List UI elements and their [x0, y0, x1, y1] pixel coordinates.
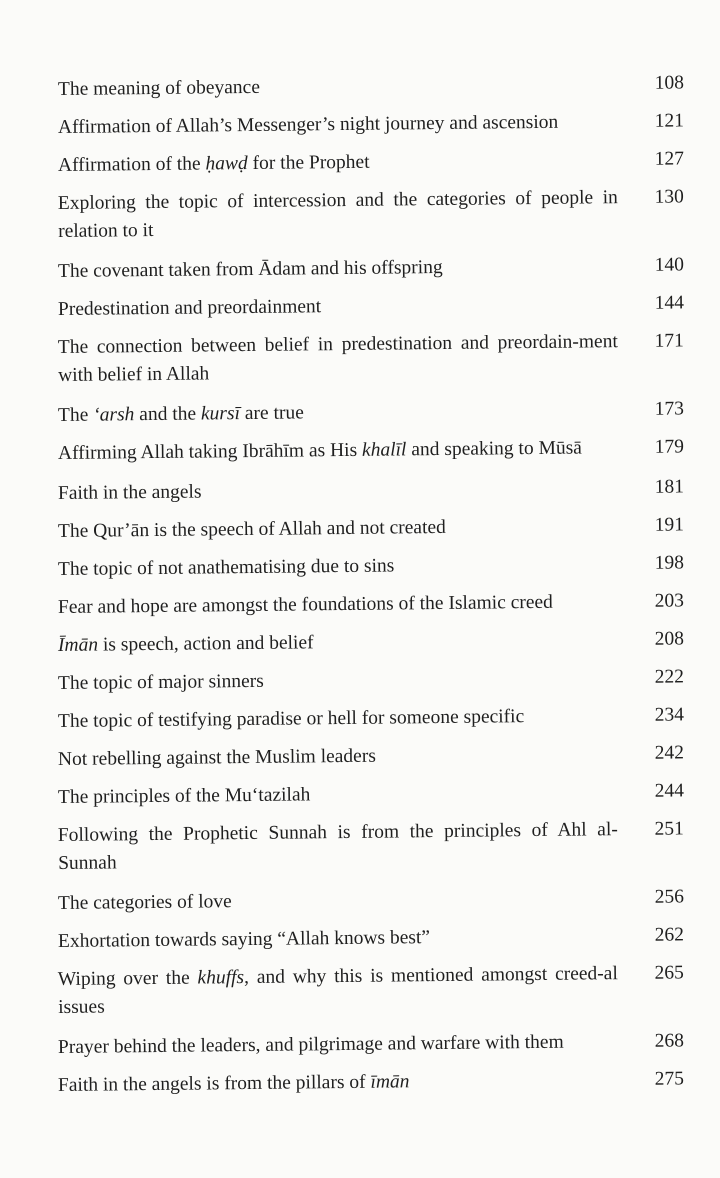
toc-entry-title [58, 778, 618, 812]
toc-page-number: 140 [654, 254, 685, 276]
toc-entry-title [58, 108, 618, 142]
toc-page-number: 121 [654, 110, 685, 132]
title-text: The topic of not anathematising due to sins [57, 555, 395, 580]
title-text: The Qur’ān is the speech of Allah and not created [57, 516, 446, 542]
toc-entry-title [58, 740, 618, 774]
title-text: Prayer behind the leaders, and pilgrimage and warfare with them [57, 1031, 564, 1058]
italic-term: īmān [370, 1071, 410, 1093]
toc-entry [58, 921, 684, 956]
title-text: and speaking to Mūsā [406, 437, 582, 461]
title-text: The meaning of obeyance [57, 76, 261, 100]
toc-entry [58, 587, 684, 622]
title-text: The connection between belief in predestination and preordain-ment with belief in Allah [57, 331, 618, 386]
toc-entry-title [58, 1028, 618, 1062]
title-text: Faith in the angels [57, 481, 202, 504]
toc-entry [58, 701, 684, 736]
toc-entry [58, 663, 684, 698]
toc-page-number: 244 [654, 780, 685, 802]
toc-entry-title [58, 588, 618, 622]
toc-entry [58, 327, 685, 390]
title-text: Wiping over the [57, 967, 198, 991]
toc-page-number: 198 [654, 552, 685, 574]
toc-entry-title [58, 960, 619, 1022]
toc-page-number: 222 [654, 666, 685, 688]
toc-entry [58, 625, 684, 660]
toc-entry [58, 959, 685, 1022]
italic-term: ḥawḍ [205, 153, 248, 175]
italic-term: khuffs [197, 967, 245, 989]
toc-page-number: 242 [654, 742, 685, 764]
toc-entry-title [58, 922, 618, 956]
title-text: Affirmation of Allah’s Messenger’s night journey and ascension [57, 111, 559, 138]
title-text: for the Prophet [247, 151, 370, 175]
title-text: The [57, 404, 94, 426]
toc-page-number: 191 [654, 514, 685, 536]
title-text: are true [239, 402, 304, 425]
toc-entry-title [58, 816, 619, 878]
toc-entry [58, 549, 684, 584]
title-text: The topic of testifying paradise or hell for someone specific [57, 706, 525, 732]
toc-page-number: 144 [654, 292, 685, 314]
toc-entry-title [58, 512, 618, 546]
toc-entry-title [58, 474, 618, 508]
toc-entry [58, 883, 684, 918]
toc-page-number: 234 [654, 704, 685, 726]
title-text: Affirming Allah taking Ibrāhīm as His [57, 439, 363, 464]
title-text: Predestination and preordainment [57, 296, 322, 320]
toc-entry [58, 251, 684, 286]
toc-page-number: 181 [654, 476, 685, 498]
toc-page-number: 268 [654, 1030, 685, 1052]
toc-entry-title [58, 252, 618, 286]
toc-entry [58, 815, 685, 878]
title-text: Exploring the topic of intercession and the categories of people in relation to it [57, 187, 618, 242]
toc-entry-title [58, 1066, 618, 1100]
title-text: is speech, action and belief [97, 632, 314, 656]
toc-entry-title [58, 884, 618, 918]
title-text: The covenant taken from Ādam and his offspring [57, 256, 443, 282]
toc-entry [58, 473, 684, 508]
toc-page-number: 108 [654, 72, 685, 94]
italic-term: khalīl [361, 439, 407, 461]
italic-term: Īmān [57, 634, 99, 656]
toc-entry [58, 777, 684, 812]
toc-entry [58, 1065, 684, 1100]
toc-page-number: 208 [654, 628, 685, 650]
toc-page-number: 173 [654, 398, 685, 420]
toc-entry-title [58, 146, 618, 180]
title-text: Affirmation of the [57, 153, 206, 176]
toc-page-number: 130 [654, 186, 684, 208]
toc-entry [58, 183, 685, 246]
toc-entry-title [58, 396, 618, 430]
table-of-contents [57, 72, 685, 1110]
title-text: Fear and hope are amongst the foundations of the Islamic creed [57, 591, 553, 618]
toc-entry [58, 289, 684, 324]
toc-entry-title [58, 434, 618, 468]
toc-entry-title [58, 70, 618, 104]
toc-entry-title [58, 184, 619, 246]
toc-entry-title [58, 626, 618, 660]
title-text: Not rebelling against the Muslim leaders [57, 745, 376, 770]
title-text: The principles of the Mu‘tazilah [57, 784, 311, 808]
toc-page-number: 265 [654, 962, 684, 984]
toc-entry [58, 433, 684, 468]
title-text: , and why this is mentioned amongst creed-al issues [58, 963, 618, 1018]
toc-entry [58, 69, 684, 104]
italic-term: ‘arsh [93, 404, 135, 426]
toc-entry [58, 395, 684, 430]
toc-entry-title [58, 664, 618, 698]
toc-page-number: 171 [654, 330, 684, 352]
title-text: Faith in the angels is from the pillars of [57, 1071, 371, 1096]
toc-entry [58, 1027, 684, 1062]
toc-page-number: 203 [654, 590, 685, 612]
toc-entry-title [58, 702, 618, 736]
title-text: The categories of love [57, 891, 232, 914]
toc-entry [58, 511, 684, 546]
toc-page-number: 275 [654, 1068, 685, 1090]
toc-entry-title [58, 328, 619, 390]
toc-entry-title [58, 290, 618, 324]
toc-entry [58, 107, 684, 142]
toc-entry [58, 145, 684, 180]
toc-page-number: 251 [654, 818, 684, 840]
toc-page-number: 256 [654, 886, 685, 908]
toc-page-number: 179 [654, 436, 685, 458]
toc-entry-title [58, 550, 618, 584]
title-text: Following the Prophetic Sunnah is from the principles of Ahl al-Sunnah [57, 819, 618, 874]
title-text: Exhortation towards saying “Allah knows best” [57, 927, 431, 952]
toc-entry [58, 739, 684, 774]
italic-term: kursī [200, 403, 241, 425]
toc-page-number: 127 [654, 148, 685, 170]
title-text: The topic of major sinners [57, 670, 264, 694]
toc-page-number: 262 [654, 924, 685, 946]
title-text: and the [134, 403, 202, 426]
